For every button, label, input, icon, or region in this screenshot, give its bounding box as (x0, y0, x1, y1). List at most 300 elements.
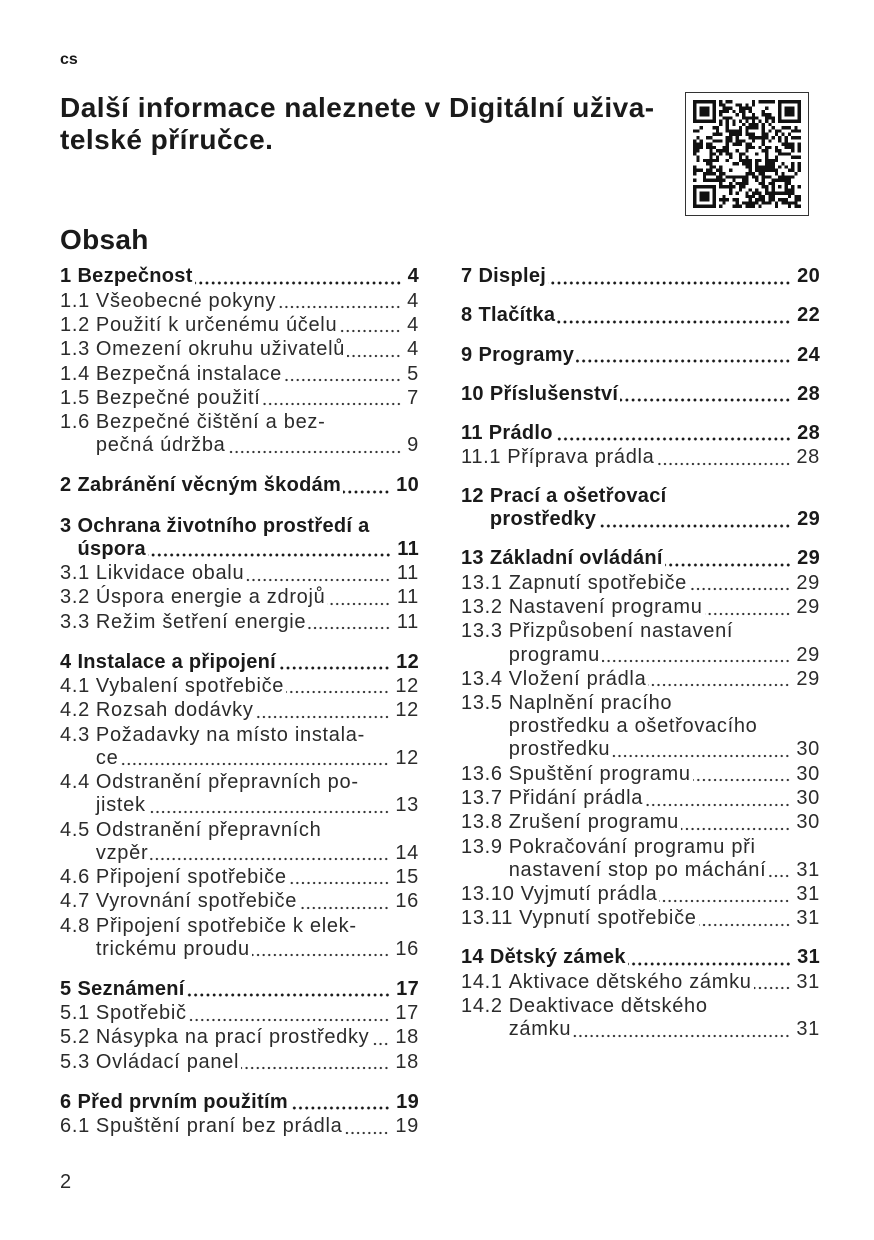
toc-entry-line (96, 675, 419, 698)
toc-entry-body (509, 596, 820, 619)
toc-entry-text: Zabránění věcným škodám (77, 474, 342, 497)
toc-entry-page: 29 (796, 596, 820, 619)
toc-dot-leader (705, 596, 791, 619)
toc-entry-body (509, 763, 820, 786)
toc-entry-number: 11 (461, 421, 483, 444)
toc-entry-text: Seznámení (77, 977, 185, 1000)
qr-code (685, 92, 809, 216)
toc-entry-text: Příslušenství (489, 382, 619, 405)
toc-subsection-entry (60, 866, 419, 890)
toc-chapter-entry (461, 304, 820, 328)
toc-entry-line (96, 915, 419, 938)
toc-entry-number: 13.11 (461, 907, 514, 930)
toc-entry-text: Zapnutí spotřebiče (508, 571, 687, 594)
toc-entry-text: Připojení spotřebiče k elek- (95, 914, 357, 937)
toc-subsection-entry (461, 572, 820, 596)
toc-entry-page: 17 (396, 977, 419, 1000)
toc-subsection-entry (60, 771, 419, 818)
toc-entry-text: Bezpečné použití (95, 386, 261, 409)
toc-entry-line (96, 866, 419, 889)
toc-entry-page: 11 (396, 562, 419, 584)
toc-entry-line (77, 265, 419, 288)
toc-entry-body (96, 1002, 419, 1025)
toc-entry-number: 4.8 (60, 914, 90, 937)
toc-entry-line (478, 344, 820, 367)
toc-entry-line (490, 547, 820, 570)
toc-entry-body (96, 586, 419, 609)
toc-dot-leader (289, 866, 390, 889)
toc-entry-text: Odstranění přepravních po- (95, 771, 359, 794)
toc-entry-body (77, 651, 419, 674)
toc-entry-text: Zrušení programu (508, 811, 679, 834)
toc-entry-text: Připojení spotřebiče (95, 865, 287, 888)
toc-entry-line (96, 411, 419, 434)
toc-entry-number: 13.10 (461, 883, 515, 906)
toc-entry-text: úspora (77, 537, 146, 560)
toc-chapter (60, 474, 419, 498)
toc-entry-page: 9 (407, 434, 419, 457)
toc-entry-line (509, 644, 820, 667)
toc-subsection-entry (461, 883, 820, 907)
toc-entry-line (77, 474, 419, 497)
toc-entry-text: Spotřebič (95, 1002, 187, 1025)
toc-entry-line (96, 724, 419, 747)
toc-chapter-entry (461, 485, 820, 532)
toc-entry-page: 29 (797, 547, 820, 570)
toc-dot-leader (657, 446, 791, 469)
toc-entry-page: 19 (395, 1115, 419, 1138)
toc-entry-line (507, 446, 820, 469)
toc-entry-number: 8 (461, 304, 473, 327)
toc-entry-number: 1.6 (60, 411, 90, 434)
toc-entry-line (509, 836, 820, 859)
toc-entry-line (96, 434, 419, 457)
toc-entry-body (478, 344, 820, 367)
toc-entry-line (509, 787, 820, 810)
toc-entry-page: 24 (797, 343, 820, 366)
toc-entry-text: Úspora energie a zdrojů (95, 586, 326, 609)
toc-entry-body (96, 915, 419, 961)
toc-entry-body (509, 995, 820, 1041)
toc-subsection-entry (60, 890, 419, 914)
toc-entry-page: 5 (407, 362, 419, 385)
toc-entry-number: 5 (60, 977, 72, 1000)
toc-entry-number: 1 (60, 265, 72, 288)
toc-entry-line (96, 586, 419, 609)
toc-entry-body (77, 1091, 419, 1114)
toc-entry-number: 5.3 (60, 1050, 90, 1073)
toc-subsection-entry (461, 668, 820, 692)
toc-entry-line (96, 890, 419, 913)
toc-chapter (60, 515, 419, 635)
toc-entry-body (96, 314, 419, 337)
toc-entry-text: Ovládací panel (95, 1050, 240, 1073)
toc-entry-body (507, 446, 820, 469)
toc-entry-text: Aktivace dětského zámku (508, 970, 752, 993)
toc-entry-line (77, 978, 419, 1001)
toc-entry-line (96, 290, 419, 313)
toc-entry-text: Režim šetření energie (95, 610, 307, 633)
toc-entry-body (519, 907, 820, 930)
toc-subsection-entry (60, 1026, 419, 1050)
toc-chapter (461, 485, 820, 532)
toc-entry-line (509, 859, 820, 882)
toc-entry-line (77, 1091, 419, 1114)
toc-entry-line (509, 596, 820, 619)
toc-entry-body (509, 971, 820, 994)
toc-entry-text: Vyjmutí prádla (520, 883, 658, 906)
toc-subsection-entry (60, 1051, 419, 1075)
toc-entry-line (490, 485, 820, 508)
toc-entry-page: 4 (407, 338, 419, 361)
toc-entry-line (490, 383, 820, 406)
toc-dot-leader (699, 907, 791, 930)
toc-entry-body (96, 338, 419, 361)
toc-entry-text: Displej (478, 265, 547, 288)
toc-column-left (60, 265, 419, 1139)
toc-entry-number: 3 (60, 514, 72, 537)
toc-subsection-entry (60, 411, 419, 458)
toc-entry-text: zámku (508, 1018, 572, 1041)
toc-entry-text: Přidání prádla (508, 787, 644, 810)
toc-entry-page: 20 (797, 265, 820, 288)
toc-dot-leader (228, 434, 402, 457)
toc-subsection-entry (461, 971, 820, 995)
toc-entry-number: 4.7 (60, 890, 90, 913)
toc-entry-line (509, 971, 820, 994)
toc-dot-leader (278, 290, 401, 313)
toc-subsection-entry (60, 611, 419, 635)
toc-subsection-entry (60, 338, 419, 362)
toc-entry-page: 11 (396, 586, 419, 609)
toc-entry-body (96, 724, 419, 770)
toc-subsection-entry (461, 692, 820, 763)
toc-dot-leader (256, 699, 390, 722)
toc-entry-text: Vypnutí spotřebiče (519, 907, 697, 930)
toc-chapter-entry (461, 383, 820, 407)
toc-dot-leader (252, 938, 390, 961)
toc-entry-number: 4.3 (60, 723, 90, 746)
toc-entry-number: 3.1 (60, 562, 90, 584)
toc-entry-body (478, 265, 820, 288)
toc-entry-text: Spuštění praní bez prádla (95, 1115, 343, 1138)
toc-dot-leader (659, 883, 790, 906)
toc-entry-page: 22 (797, 304, 820, 327)
toc-entry-body (96, 290, 419, 313)
toc-chapter-entry (461, 422, 820, 446)
toc-entry-page: 31 (796, 970, 820, 993)
toc-dot-leader (120, 747, 389, 770)
toc-entry-body (96, 1115, 419, 1138)
toc-entry-body (77, 515, 419, 561)
toc-entry-line (509, 995, 820, 1018)
toc-entry-text: Nastavení programu (508, 596, 703, 619)
toc-entry-number: 4.6 (60, 865, 90, 888)
toc-entry-line (96, 794, 419, 817)
toc-entry-line (509, 1018, 820, 1041)
toc-dot-leader (263, 387, 402, 410)
toc-chapter (60, 978, 419, 1075)
toc-entry-number: 9 (461, 343, 473, 366)
page-number: 2 (60, 1171, 72, 1194)
toc-subsection-entry (461, 995, 820, 1042)
toc-dot-leader (246, 562, 391, 585)
toc-chapter-entry (60, 978, 419, 1002)
toc-entry-number: 4.2 (60, 699, 90, 722)
toc-entry-text: Všeobecné pokyny (95, 289, 277, 312)
toc-entry-text: Vložení prádla (508, 667, 647, 690)
toc-entry-body (96, 866, 419, 889)
language-code: cs (60, 51, 78, 68)
toc-entry-page: 29 (796, 643, 820, 666)
toc-entry-page: 31 (796, 907, 820, 930)
toc-entry-body (96, 819, 419, 865)
toc-dot-leader (290, 1091, 390, 1114)
toc-entry-text: trickému proudu (95, 937, 250, 960)
toc-entry-number: 13 (461, 547, 484, 570)
toc-entry-page: 19 (396, 1090, 419, 1113)
toc-entry-line (509, 738, 820, 761)
toc-entry-text: pečná údržba (95, 434, 226, 457)
toc-entry-number: 4 (60, 650, 72, 673)
toc-entry-line (96, 699, 419, 722)
toc-entry-line (77, 538, 419, 561)
toc-subsection-entry (60, 724, 419, 771)
toc-entry-text: Přizpůsobení nastavení (508, 620, 734, 643)
toc-entry-text: Vybalení spotřebiče (95, 674, 285, 697)
toc-entry-line (96, 611, 419, 634)
toc-entry-body (509, 668, 820, 691)
toc-entry-line (96, 938, 419, 961)
toc-entry-page: 28 (797, 382, 820, 405)
toc-dot-leader (598, 508, 791, 531)
toc-chapter-entry (461, 547, 820, 571)
toc-entry-body (96, 411, 419, 457)
toc-entry-number: 13.8 (461, 811, 503, 834)
toc-entry-body (490, 547, 820, 570)
toc-chapter (60, 651, 419, 962)
toc-entry-page: 29 (796, 667, 820, 690)
notice-line: telské příručce. (60, 124, 274, 155)
toc-dot-leader (754, 971, 791, 994)
toc-chapter (60, 1091, 419, 1140)
toc-dot-leader (241, 1051, 389, 1074)
toc-entry-page: 10 (396, 474, 419, 497)
toc-entry-line (96, 562, 419, 585)
toc-entry-text: Programy (478, 343, 575, 366)
toc-entry-line (96, 314, 419, 337)
toc-entry-text: Prací a ošetřovací (489, 485, 667, 508)
toc-entry-number: 1.3 (60, 338, 90, 361)
toc-entry-page: 16 (395, 890, 419, 913)
toc-entry-body (96, 1026, 419, 1049)
toc-entry-page: 30 (796, 787, 820, 810)
toc-entry-text: Dětský zámek (489, 946, 626, 969)
toc-entry-page: 31 (796, 858, 820, 881)
toc-entry-number: 4.1 (60, 674, 90, 697)
toc-subsection-entry (60, 387, 419, 411)
toc-entry-text: Bezpečná instalace (95, 362, 282, 385)
toc-chapter (461, 383, 820, 407)
toc-dot-leader (195, 265, 402, 288)
toc-entry-body (478, 304, 820, 327)
toc-entry-body (509, 572, 820, 595)
toc-entry-line (519, 907, 820, 930)
toc-entry-number: 3.2 (60, 586, 90, 609)
toc-entry-line (509, 620, 820, 643)
toc-entry-number: 12 (461, 485, 484, 508)
toc-chapter-entry (60, 265, 419, 289)
toc-entry-page: 18 (395, 1050, 419, 1073)
toc-chapter (461, 547, 820, 931)
toc-entry-text: Bezpečné čištění a bez- (95, 411, 326, 434)
toc-entry-page: 7 (407, 386, 419, 409)
toc-entry-line (96, 747, 419, 770)
toc-entry-text: Požadavky na místo instala- (95, 723, 365, 746)
toc-entry-line (509, 668, 820, 691)
toc-dot-leader (693, 763, 791, 786)
toc-entry-number: 1.4 (60, 362, 90, 385)
toc-chapter-entry (60, 515, 419, 562)
toc-entry-page: 12 (395, 746, 419, 769)
toc-dot-leader (612, 738, 790, 761)
toc-chapter (461, 265, 820, 289)
toc-entry-line (96, 1002, 419, 1025)
toc-dot-leader (648, 668, 790, 691)
toc-entry-body (96, 363, 419, 386)
qr-code-image (693, 100, 801, 208)
toc-entry-body (509, 692, 820, 762)
toc-entry-number: 13.5 (461, 692, 503, 715)
toc-entry-page: 11 (396, 610, 419, 633)
toc-dot-leader (557, 304, 791, 327)
toc-dot-leader (148, 794, 390, 817)
toc-entry-number: 14 (461, 946, 484, 969)
toc-subsection-entry (60, 290, 419, 314)
toc-entry-text: vzpěr (95, 841, 149, 864)
toc-entry-text: Deaktivace dětského (508, 995, 708, 1018)
toc-entry-page: 30 (796, 738, 820, 761)
toc-entry-line (509, 692, 820, 715)
toc-dot-leader (343, 474, 390, 497)
toc-entry-body (521, 883, 820, 906)
toc-entry-page: 12 (395, 699, 419, 722)
toc-entry-text: Spuštění programu (508, 762, 691, 785)
digital-manual-notice (60, 92, 655, 156)
toc-entry-text: Násypka na prací prostředky (95, 1026, 370, 1049)
toc-entry-number: 1.1 (60, 289, 90, 312)
toc-entry-body (509, 836, 820, 882)
toc-entry-line (96, 387, 419, 410)
toc-chapter-entry (60, 651, 419, 675)
toc-entry-page: 11 (397, 537, 419, 560)
toc-entry-line (96, 1026, 419, 1049)
toc-chapter (461, 946, 820, 1042)
toc-entry-body (96, 1051, 419, 1074)
toc-entry-page: 18 (395, 1026, 419, 1049)
toc-entry-number: 4.5 (60, 818, 90, 841)
toc-dot-leader (299, 890, 389, 913)
toc-entry-line (478, 265, 820, 288)
toc-subsection-entry (461, 811, 820, 835)
toc-entry-text: programu (508, 643, 600, 666)
toc-entry-page: 29 (797, 508, 820, 531)
toc-chapter-entry (60, 1091, 419, 1115)
toc-entry-text: Rozsah dodávky (95, 699, 254, 722)
toc-entry-number: 5.2 (60, 1026, 90, 1049)
toc-entry-line (96, 338, 419, 361)
toc-entry-line (509, 763, 820, 786)
toc-entry-number: 14.2 (461, 995, 503, 1018)
toc-entry-text: Použití k určenému účelu (95, 313, 338, 336)
toc-entry-body (77, 978, 419, 1001)
toc-dot-leader (768, 859, 790, 882)
toc-entry-page: 31 (796, 883, 820, 906)
toc-entry-line (77, 515, 419, 538)
toc-subsection-entry (60, 1115, 419, 1139)
toc-entry-page: 12 (396, 650, 419, 673)
toc-dot-leader (573, 1018, 790, 1041)
toc-entry-line (96, 363, 419, 386)
toc-subsection-entry (461, 446, 820, 470)
toc-entry-number: 6 (60, 1090, 72, 1113)
toc-entry-page: 28 (796, 446, 820, 469)
toc-entry-number: 13.7 (461, 787, 503, 810)
toc-subsection-entry (60, 819, 419, 866)
toc-dot-leader (620, 383, 791, 406)
toc-subsection-entry (461, 787, 820, 811)
toc-entry-line (77, 651, 419, 674)
toc-dot-leader (555, 422, 791, 445)
toc-heading: Obsah (60, 224, 149, 255)
toc-entry-page: 30 (796, 762, 820, 785)
toc-subsection-entry (461, 763, 820, 787)
toc-entry-text: nastavení stop po máchání (508, 858, 767, 881)
toc-entry-line (489, 422, 820, 445)
toc-entry-text: Ochrana životního prostředí a (77, 514, 370, 537)
toc-entry-text: Instalace a připojení (77, 650, 277, 673)
toc-dot-leader (548, 265, 791, 288)
toc-chapter-entry (60, 474, 419, 498)
toc-entry-number: 13.1 (461, 571, 503, 594)
toc-dot-leader (347, 338, 401, 361)
toc-dot-leader (187, 978, 391, 1001)
toc-entry-page: 4 (407, 313, 419, 336)
notice-line: Další informace naleznete v Digitální uživa- (60, 92, 655, 123)
toc-entry-number: 11.1 (461, 446, 502, 469)
toc-entry-line (96, 771, 419, 794)
toc-entry-number: 13.6 (461, 762, 503, 785)
toc-entry-text: Vyrovnání spotřebiče (95, 890, 298, 913)
toc-entry-text: Prádlo (488, 421, 553, 444)
toc-chapter-entry (461, 344, 820, 368)
toc-entry-body (96, 675, 419, 698)
toc-subsection-entry (60, 675, 419, 699)
toc-entry-number: 6.1 (60, 1115, 90, 1138)
toc-chapter-entry (461, 265, 820, 289)
toc-entry-text: Naplnění pracího (508, 692, 673, 715)
toc-entry-page: 16 (395, 937, 419, 960)
toc-dot-leader (628, 946, 791, 969)
toc-dot-leader (150, 842, 389, 865)
toc-entry-body (509, 787, 820, 810)
toc-chapter (461, 344, 820, 368)
toc-entry-page: 29 (796, 571, 820, 594)
toc-entry-number: 10 (461, 382, 484, 405)
toc-entry-page: 28 (797, 421, 820, 444)
toc-entry-number: 13.9 (461, 835, 503, 858)
toc-entry-line (521, 883, 820, 906)
